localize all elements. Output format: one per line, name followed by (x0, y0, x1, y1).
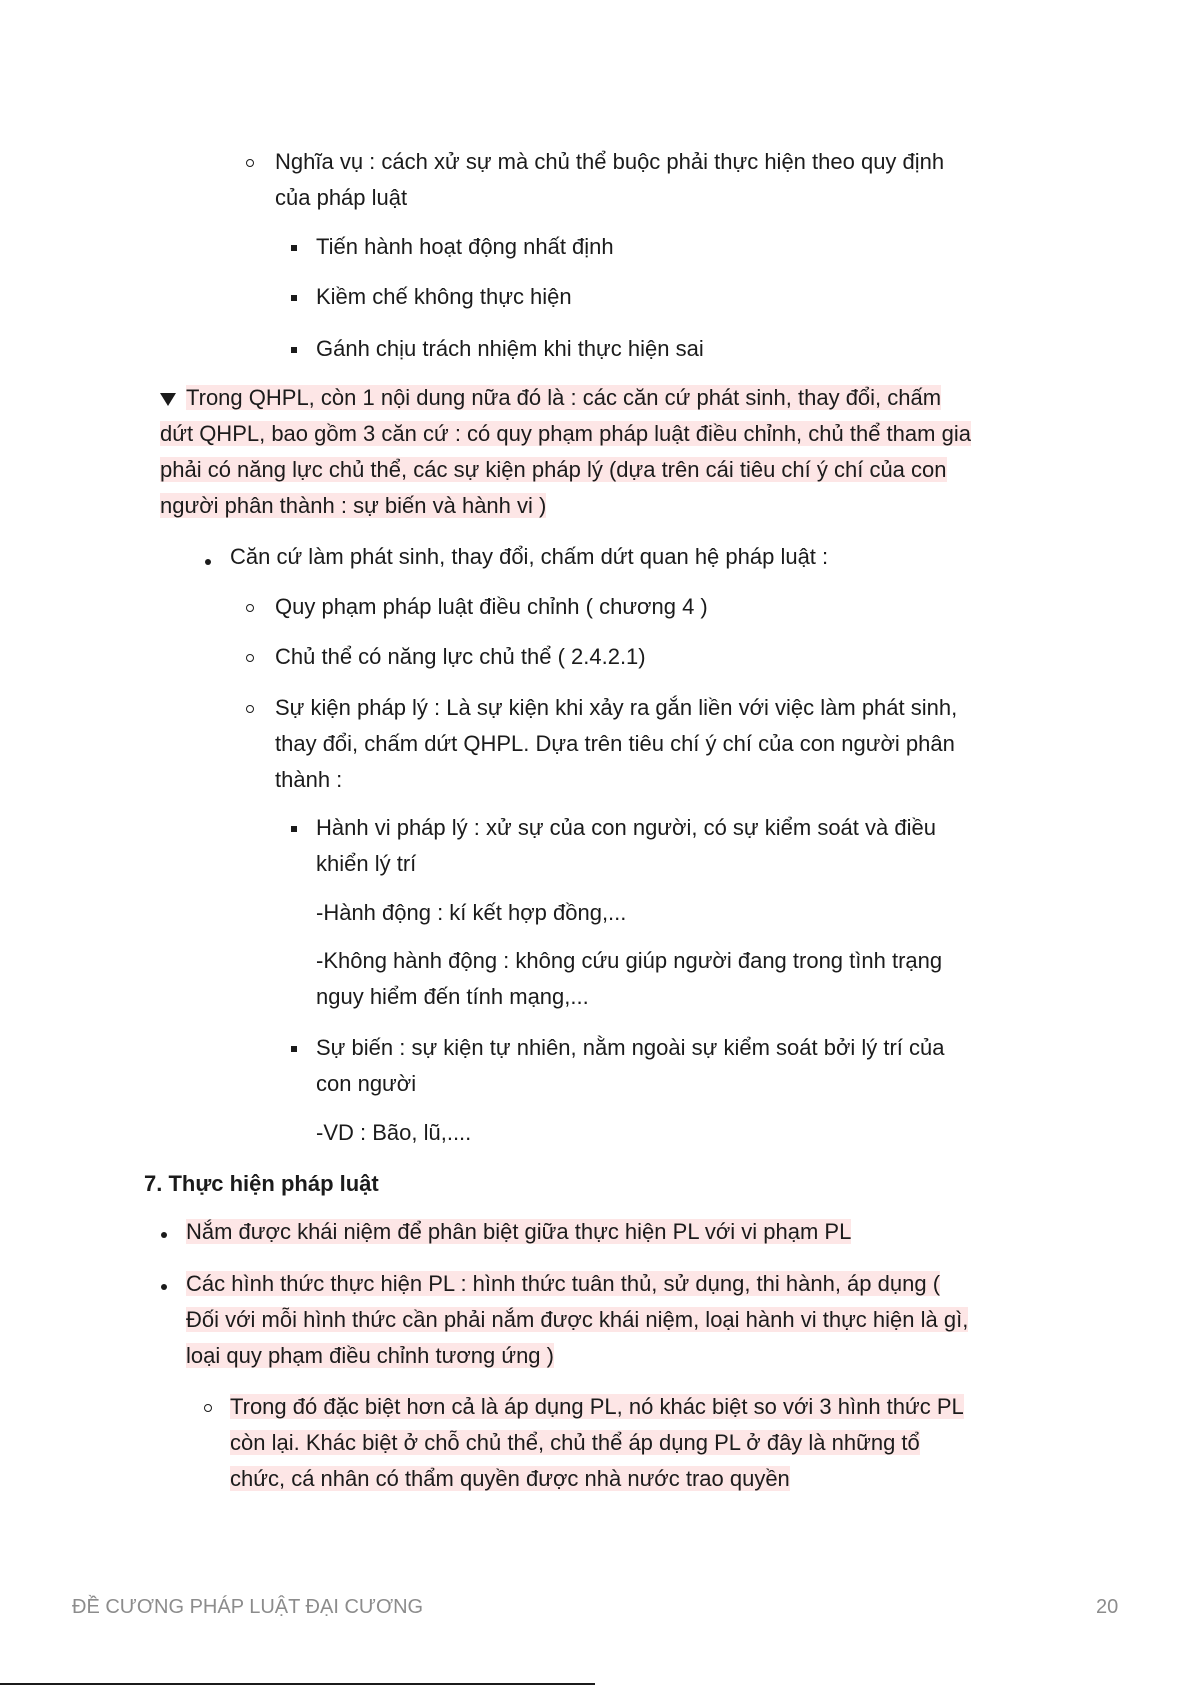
highlighted-text: dứt QHPL, bao gồm 3 căn cứ : có quy phạm pháp luật điều chỉnh, chủ thể tham gia (160, 421, 971, 446)
square-bullet-icon (291, 347, 297, 353)
list-item: Căn cứ làm phát sinh, thay đổi, chấm dứt quan hệ pháp luật : (230, 544, 829, 569)
list-item: Gánh chịu trách nhiệm khi thực hiện sai (316, 336, 704, 361)
square-bullet-icon (291, 245, 297, 251)
highlighted-text: người phân thành : sự biến và hành vi ) (160, 493, 547, 518)
list-item: con người (316, 1071, 417, 1096)
disc-bullet-icon (205, 559, 211, 565)
page-number: 20 (1096, 1596, 1119, 1618)
list-item (230, 1389, 964, 1497)
list-item: thay đổi, chấm dứt QHPL. Dựa trên tiêu chí ý chí của con người phân (275, 731, 955, 756)
section-heading: 7. Thực hiện pháp luật (144, 1171, 379, 1196)
list-item: Sự kiện pháp lý : Là sự kiện khi xảy ra gắn liền với việc làm phát sinh, (275, 695, 958, 720)
circle-bullet-icon (246, 604, 254, 612)
circle-bullet-icon (246, 654, 254, 662)
highlighted-text: còn lại. Khác biệt ở chỗ chủ thể, chủ thể áp dụng PL ở đây là những tổ (230, 1430, 920, 1455)
square-bullet-icon (291, 295, 297, 301)
list-item: Kiềm chế không thực hiện (316, 284, 572, 309)
square-bullet-icon (291, 826, 297, 832)
list-item: Chủ thể có năng lực chủ thể ( 2.4.2.1) (275, 644, 646, 669)
highlighted-text: Các hình thức thực hiện PL : hình thức tuân thủ, sử dụng, thi hành, áp dụng ( (186, 1271, 941, 1296)
paragraph: -VD : Bão, lũ,.... (316, 1120, 472, 1145)
highlighted-text: Trong QHPL, còn 1 nội dung nữa đó là : các căn cứ phát sinh, thay đổi, chấm (186, 385, 942, 410)
circle-bullet-icon (246, 705, 254, 713)
circle-bullet-icon (246, 159, 254, 167)
list-item (186, 1266, 968, 1374)
list-item: của pháp luật (275, 185, 408, 210)
highlighted-text: loại quy phạm điều chỉnh tương ứng ) (186, 1343, 554, 1368)
highlighted-text: phải có năng lực chủ thể, các sự kiện pháp lý (dựa trên cái tiêu chí ý chí của con (160, 457, 947, 482)
highlighted-text: Trong đó đặc biệt hơn cả là áp dụng PL, nó khác biệt so với 3 hình thức PL (230, 1394, 964, 1419)
disc-bullet-icon (161, 1232, 167, 1238)
footer-title: ĐỀ CƯƠNG PHÁP LUẬT ĐẠI CƯƠNG (72, 1596, 424, 1618)
highlighted-text: chức, cá nhân có thẩm quyền được nhà nước trao quyền (230, 1466, 790, 1491)
circle-bullet-icon (204, 1404, 212, 1412)
list-item: Sự biến : sự kiện tự nhiên, nằm ngoài sự kiểm soát bởi lý trí của (316, 1035, 945, 1060)
highlighted-text: Nắm được khái niệm để phân biệt giữa thực hiện PL với vi phạm PL (186, 1219, 852, 1244)
list-item: Hành vi pháp lý : xử sự của con người, có sự kiểm soát và điều (316, 815, 936, 840)
highlighted-text: Đối với mỗi hình thức cần phải nắm được khái niệm, loại hành vi thực hiện là gì, (186, 1307, 969, 1332)
list-item: Nghĩa vụ : cách xử sự mà chủ thể buộc phải thực hiện theo quy định (275, 149, 945, 174)
list-item: Tiến hành hoạt động nhất định (316, 234, 614, 259)
paragraph: -Không hành động : không cứu giúp người đang trong tình trạng (316, 948, 943, 973)
paragraph: -Hành động : kí kết hợp đồng,... (316, 900, 627, 925)
list-item: Quy phạm pháp luật điều chỉnh ( chương 4 ) (275, 594, 708, 619)
toggle-text (160, 380, 971, 524)
square-bullet-icon (291, 1046, 297, 1052)
paragraph: nguy hiểm đến tính mạng,... (316, 984, 589, 1009)
list-item: thành : (275, 767, 343, 792)
list-item (186, 1214, 851, 1250)
disc-bullet-icon (161, 1284, 167, 1290)
list-item: khiển lý trí (316, 851, 417, 876)
